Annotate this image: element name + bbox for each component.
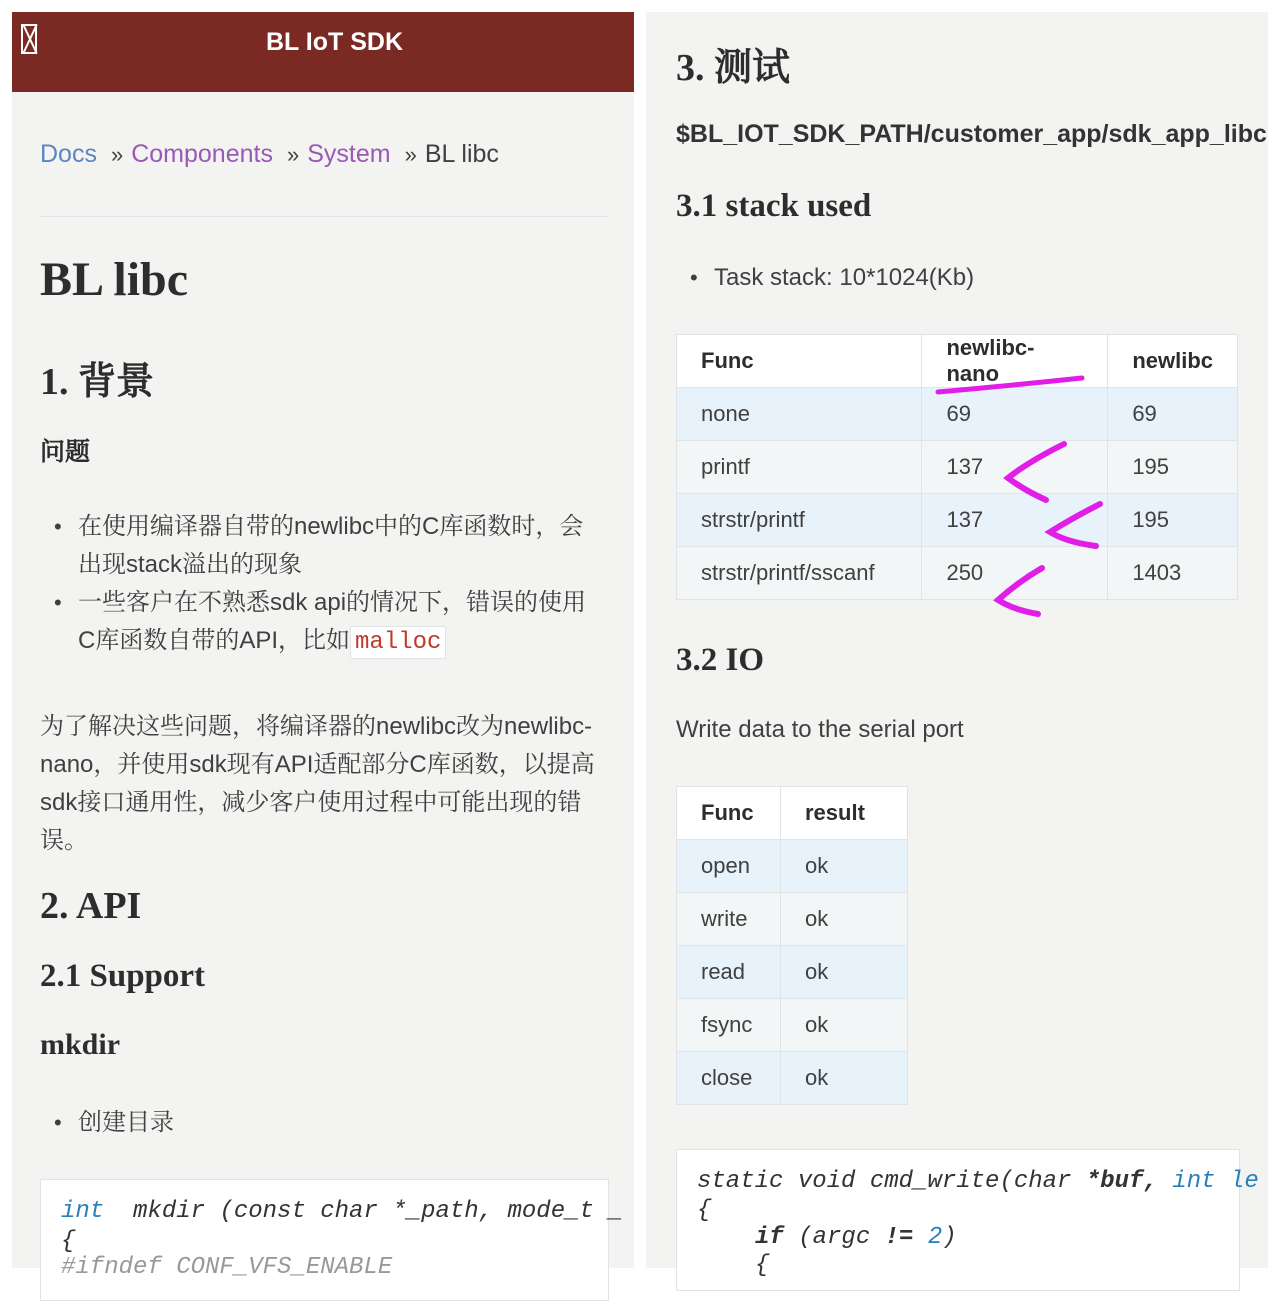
code-operator: != — [884, 1224, 914, 1251]
breadcrumb-docs-link[interactable]: Docs — [40, 140, 97, 168]
table-cell: ok — [781, 1052, 908, 1105]
table-cell: strstr/printf — [677, 494, 922, 547]
mkdir-list — [40, 1104, 600, 1142]
code-line: #ifndef CONF_VFS_ENABLE — [61, 1254, 393, 1281]
app-title[interactable]: BL IoT SDK — [265, 28, 404, 56]
table-cell: 195 — [1108, 441, 1238, 494]
table-cell: write — [677, 893, 781, 946]
code-block-mkdir[interactable] — [40, 1179, 623, 1301]
top-navbar — [12, 12, 634, 92]
table-cell: printf — [677, 441, 922, 494]
breadcrumb-current: BL libc — [424, 140, 499, 168]
list-item-text: 创建目录 — [78, 1109, 174, 1136]
breadcrumb-separator: » — [286, 142, 300, 167]
stack-usage-table — [676, 334, 1238, 600]
section-heading-api: 2. API — [40, 885, 142, 927]
subsection-heading-stack: 3.1 stack used — [676, 188, 872, 224]
code-line: { — [697, 1197, 712, 1224]
list-item-text: 一些客户在不熟悉sdk api的情况下，错误的使用C库函数自带的API，比如 — [78, 589, 587, 654]
table-row — [677, 494, 1238, 547]
table-row — [677, 946, 908, 999]
column-header-func: Func — [677, 335, 922, 388]
list-item-text: Task stack: 10*1024(Kb) — [714, 264, 975, 291]
code-text: (argc — [783, 1224, 885, 1251]
column-header-func: Func — [677, 787, 781, 840]
code-number: 2 — [927, 1224, 943, 1251]
list-item — [40, 508, 600, 584]
io-table — [676, 786, 908, 1105]
code-text: *buf, — [1085, 1168, 1173, 1195]
code-line — [697, 1168, 1259, 1195]
code-line — [755, 1224, 957, 1251]
code-text: static void cmd_write(char — [697, 1168, 1086, 1195]
code-keyword: int — [1172, 1168, 1216, 1195]
right-panel — [646, 12, 1268, 1279]
table-row — [677, 1052, 908, 1105]
page-title: BL libc — [40, 253, 189, 306]
table-cell: fsync — [677, 999, 781, 1052]
table-cell: 69 — [1108, 388, 1238, 441]
code-text — [913, 1224, 927, 1251]
table-header-row — [677, 335, 1238, 388]
table-cell: open — [677, 840, 781, 893]
section-heading-background: 1. 背景 — [40, 361, 155, 403]
table-row — [677, 893, 908, 946]
column-header-newlibc-nano: newlibc-nano — [922, 335, 1108, 388]
table-row — [677, 840, 908, 893]
breadcrumb-separator: » — [110, 142, 124, 167]
background-paragraph: 为了解决这些问题，将编译器的newlibc改为newlibc-nano，并使用sdk现有API适配部分C库函数，以提高sdk接口通用性，减少客户使用过程中可能出现的错误。 — [40, 713, 595, 854]
code-line — [61, 1198, 623, 1225]
column-header-result: result — [781, 787, 908, 840]
table-row — [677, 388, 1238, 441]
table-row — [677, 999, 908, 1052]
function-heading-mkdir: mkdir — [40, 1028, 121, 1061]
code-keyword: int — [61, 1198, 105, 1225]
subsection-heading-io: 3.2 IO — [676, 642, 765, 678]
list-item — [40, 1104, 600, 1142]
list-item-text: 在使用编译器自带的newlibc中的C库函数时，会出现stack溢出的现象 — [78, 513, 584, 578]
list-item — [676, 259, 1236, 297]
subsection-heading-support: 2.1 Support — [40, 958, 206, 994]
table-cell: close — [677, 1052, 781, 1105]
stack-list — [676, 259, 1236, 297]
table-cell: read — [677, 946, 781, 999]
breadcrumb-system-link[interactable]: System — [307, 140, 391, 168]
breadcrumb-components-link[interactable]: Components — [131, 140, 273, 168]
list-item — [40, 584, 600, 662]
code-line: { — [61, 1228, 76, 1255]
table-cell: 69 — [922, 388, 1108, 441]
breadcrumb-separator: » — [404, 142, 417, 167]
code-text: mkdir (const char *_path, mode_t _ — [104, 1198, 623, 1225]
code-block-cmd-write[interactable] — [676, 1149, 1259, 1291]
table-cell: 137 — [922, 494, 1108, 547]
io-description: Write data to the serial port — [676, 716, 964, 743]
table-cell: 250 — [922, 547, 1108, 600]
table-cell: 195 — [1108, 494, 1238, 547]
table-header-row — [677, 787, 908, 840]
table-cell: none — [677, 388, 922, 441]
sdk-app-path: $BL_IOT_SDK_PATH/customer_app/sdk_app_libc — [676, 120, 1267, 148]
table-cell: ok — [781, 946, 908, 999]
code-keyword: if — [755, 1224, 784, 1251]
breadcrumb — [40, 140, 499, 169]
code-text: le — [1215, 1168, 1259, 1195]
table-row — [677, 547, 1238, 600]
subheading-problem: 问题 — [40, 438, 91, 466]
problem-list — [40, 508, 600, 662]
table-cell: strstr/printf/sscanf — [677, 547, 922, 600]
inline-code-malloc: malloc — [350, 626, 446, 659]
code-text: ) — [942, 1224, 957, 1251]
section-heading-test: 3. 测试 — [676, 47, 791, 89]
table-cell: ok — [781, 999, 908, 1052]
left-panel — [12, 12, 634, 1281]
code-line: { — [755, 1252, 770, 1279]
table-cell: ok — [781, 840, 908, 893]
divider — [40, 216, 608, 217]
column-header-newlibc: newlibc — [1108, 335, 1238, 388]
table-cell: ok — [781, 893, 908, 946]
table-cell: 137 — [922, 441, 1108, 494]
table-cell: 1403 — [1108, 547, 1238, 600]
table-row — [677, 441, 1238, 494]
